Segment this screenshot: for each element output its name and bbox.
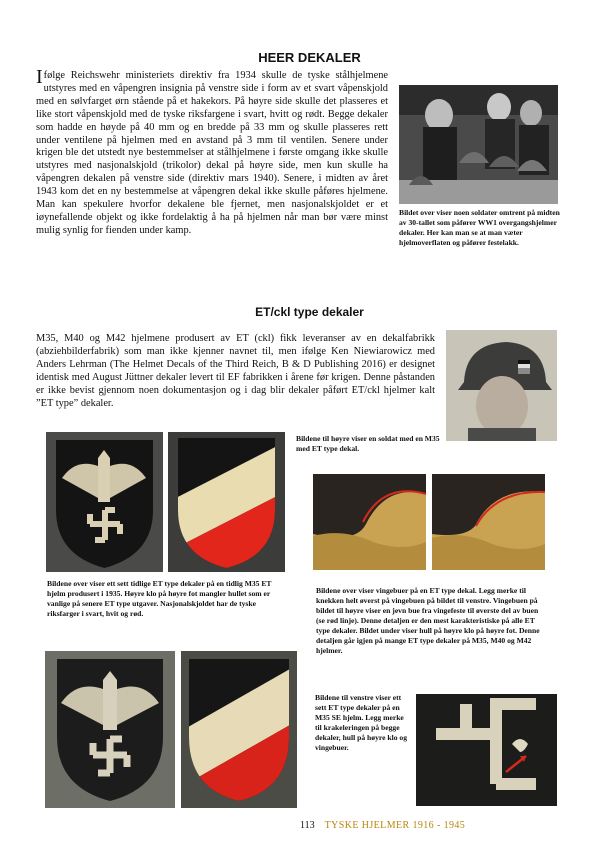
- intro-paragraph: [36, 66, 388, 238]
- tricolor-shield-icon: [168, 432, 285, 572]
- soldiers-caption: Bildet over viser noen soldater omtrent på midten av 30-tallet som påfører WW1 overgangshjelmer dekaler. Her kan man se at man væter hjelmoverflaten og påfører festelakk.: [399, 208, 560, 247]
- portrait-caption: Bildene til høyre viser en soldat med en M35 med ET type dekal.: [296, 434, 440, 453]
- wing-detail-photo-right: [432, 474, 545, 570]
- claw-detail-photo: [416, 694, 557, 806]
- section-title: ET/ckl type dekaler: [255, 305, 364, 319]
- soldier-portrait-photo: [446, 330, 557, 441]
- tricolor-shield-icon: [181, 651, 297, 808]
- eagle-decal-icon: [46, 432, 163, 572]
- tricolor-decal-photo-se: [181, 651, 297, 808]
- section-paragraph: M35, M40 og M42 hjelmene produsert av ET (ckl) fikk leveranser av en dekalfabrikk (abziehbilderfabrik) som man ikke kjenner navnet til, men ifølge Ken Niewiarowicz med Anders Lehrman (The Helmet Decals of the Third Reich, B & D Publishing 2016) er designet identisk med August Jüttner dekaler levert til EF fabrikken i årene før krigen. Denne påstanden er ikke bevist gjennom noen dokumentasjon og i dag blir dekaler påført ET/ckl hjelmer kalt ”ET type” dekaler.: [36, 333, 435, 409]
- eagle-decal-photo-early: [46, 432, 163, 572]
- page-footer: [300, 815, 465, 833]
- eagle-decal-icon: [45, 651, 175, 808]
- soldiers-photo: [399, 85, 558, 204]
- book-title: TYSKE HJELMER 1916 - 1945: [324, 820, 466, 831]
- helmet-icon: [399, 85, 558, 204]
- tricolor-decal-photo-early: [168, 432, 285, 572]
- eagle-decal-photo-se: [45, 651, 175, 808]
- wing-detail-photo-left: [313, 474, 426, 570]
- early-decals-caption: Bildene over viser ett sett tidlige ET type dekaler på en tidlig M35 ET hjelm produsert i 1935. Høyre klo på høyre fot mangler hullet som er vanlige på senere ET type utgaver. Nasjonalskjoldet har de tyske riksfarger i svart, hvit og rød.: [47, 579, 272, 618]
- page-title: HEER DEKALER: [258, 50, 361, 65]
- intro-text: følge Reichswehr ministeriets direktiv fra 1934 skulle de tyske stålhjelmene utstyres med en våpengren insignia på venstre side i form av et svart våpenskjold med en sølvfarget ørn stående på et hakekors. På høyre side skulle det plasseres et like stort våpenskjold med de tyske riksfargene i svart, hvitt og rødt. Begge dekaler som hadde en høyde på 40 mm og en bredde på 33 mm og skulle plasseres rett under ventilene på hjelmen med en avstand på 3 mm til ventilen. Senere under krigen ble det utstedt nye bestemmelser at stålhjelmene i første omgang ikke skulle utstyres med nasjonalskjold (trikolor) dekal på høyre side, men kun skulle ha våpengren dekalen på venstre side (direktiv mars 1940). Senere, i midten av året 1943 kom det en ny bestemmelse at våpengren dekal ikke skulle påføres hjelmene. Man kan spekulere hvorfor dekalene ble fjernet, men nasjonalskjoldet er et iøynefallende objekt og ikke fordelaktig å ha på hjelmen når man bør være minst mulig synlig for fienden under kamp.: [36, 70, 388, 236]
- wing-detail-caption: Bildene over viser vingebuer på en ET type dekal. Legg merke til knekken helt øverst på vingebuen på bildet til venstre. Vingebuen på bildet til høyre viser en jevn bue fra vingefeste til øverste del av buen (se rød linje). Denne detaljen er den mest karakteristiske på alle ET type dekaler. Bildet under viser hull på høyre klo på høyre fot. Denne detaljen går igjen på mange ET type dekaler på M35, M40 og M42 hjelmer.: [316, 586, 540, 655]
- se-decals-caption: Bildene til venstre viser ett sett ET type dekaler på en M35 SE hjelm. Legg merke til krakeleringen på begge dekaler, hull på høyre klo og vingebuer.: [315, 693, 407, 752]
- swastika-claw-icon: [416, 694, 557, 806]
- page-number: 113: [300, 820, 315, 831]
- drop-cap: I: [36, 66, 43, 88]
